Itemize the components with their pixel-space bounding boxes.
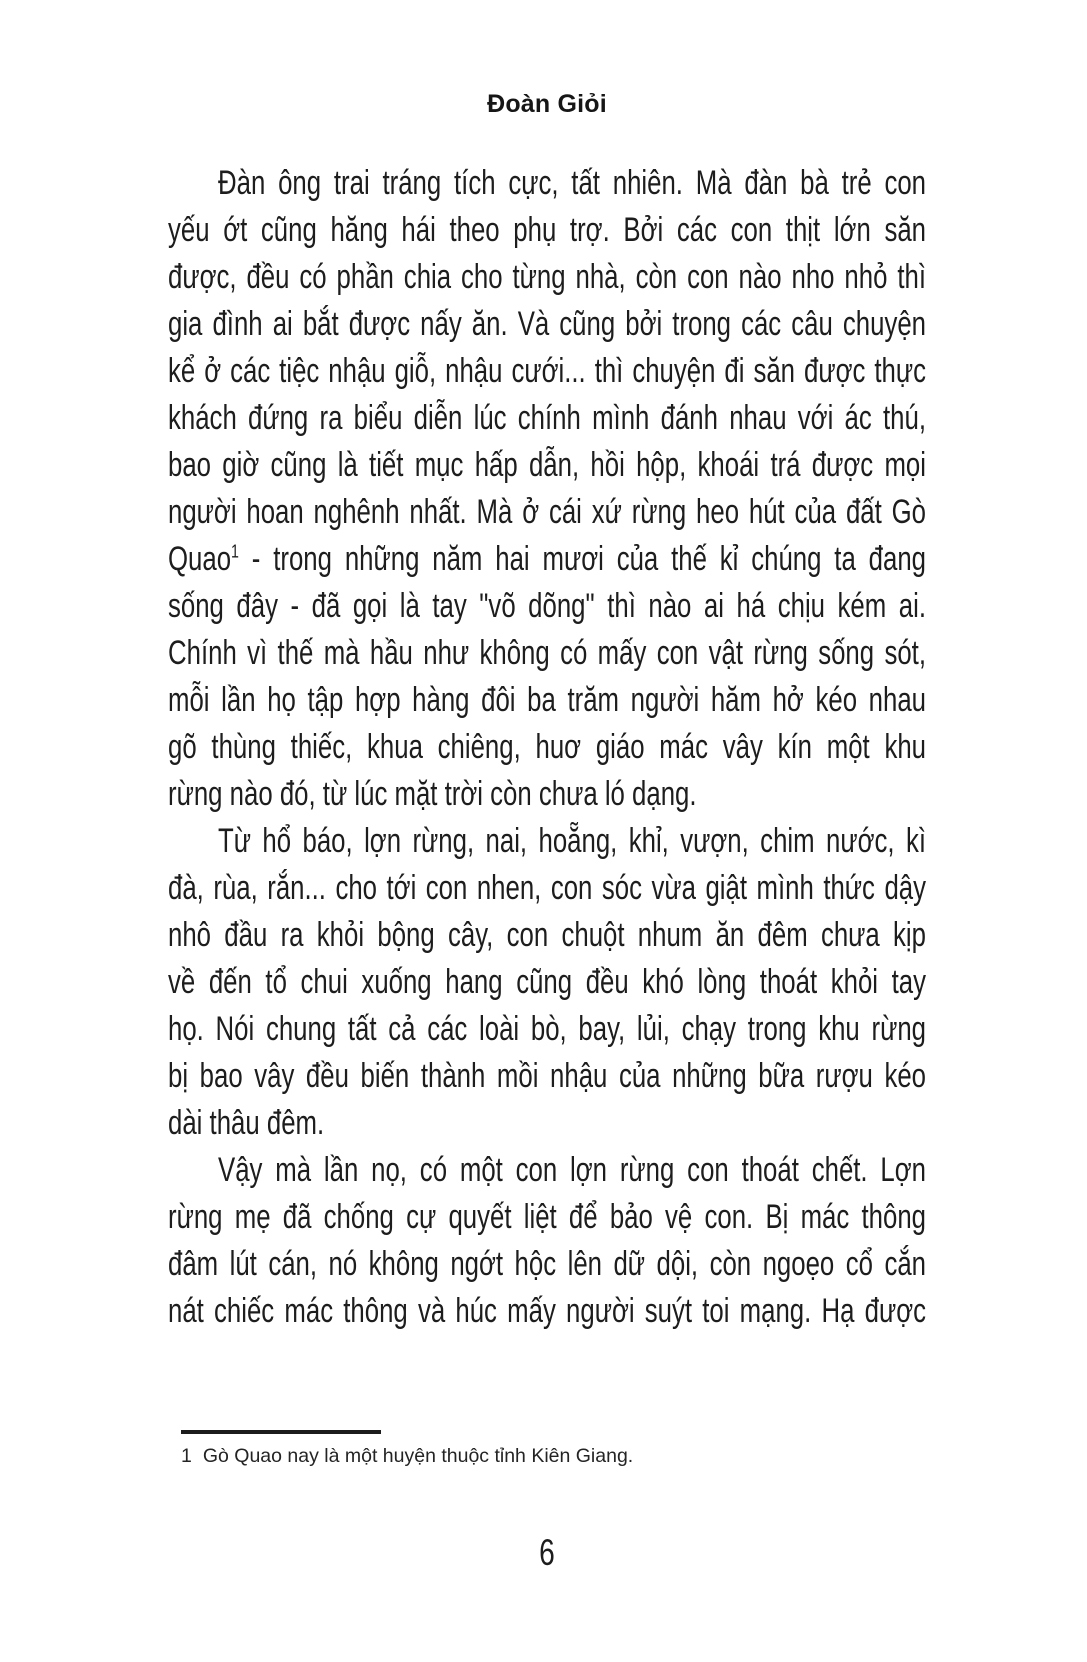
text-line: bị bao vây đều biến thành mồi nhậu của những bữa rượu kéo [168, 1057, 926, 1095]
paragraph [168, 1147, 926, 1335]
text-line: bao giờ cũng là tiết mục hấp dẫn, hồi hộp, khoái trá được mọi [168, 446, 926, 484]
text-line: họ. Nói chung tất cả các loài bò, bay, lủi, chạy trong khu rừng [168, 1010, 926, 1048]
text-line: Vậy mà lần nọ, có một con lợn rừng con thoát chết. Lợn [218, 1151, 926, 1189]
text-line: người hoan nghênh nhất. Mà ở cái xứ rừng heo hút của đất Gò [168, 493, 926, 531]
footnote-divider [181, 1430, 381, 1434]
text-line: về đến tổ chui xuống hang cũng đều khó lòng thoát khỏi tay [168, 963, 926, 1001]
text-line: sống đây - đã gọi là tay "võ dõng" thì nào ai há chịu kém ai. [168, 587, 926, 625]
text-line: dài thâu đêm. [168, 1104, 325, 1142]
text-line: đâm lút cán, nó không ngớt hộc lên dữ dội, còn ngoẹo cổ cắn [168, 1245, 926, 1283]
paragraph [168, 818, 926, 1147]
page-number: 6 [539, 1532, 555, 1573]
text-line: Từ hổ báo, lợn rừng, nai, hoẵng, khỉ, vượn, chim nước, kì [218, 822, 926, 860]
paragraph [168, 160, 926, 818]
author-header: Đoàn Giỏi [487, 90, 607, 118]
text-line: Chính vì thế mà hầu như không có mấy con vật rừng sống sót, [168, 634, 926, 672]
text-line: rừng mẹ đã chống cự quyết liệt để bảo vệ con. Bị mác thông [168, 1198, 926, 1236]
footnote-reference: 1 [231, 540, 239, 562]
text-line: yếu ớt cũng hăng hái theo phụ trợ. Bởi các con thịt lớn săn [168, 211, 926, 249]
text-line: gia đình ai bắt được nấy ăn. Và cũng bởi trong các câu chuyện [168, 305, 926, 343]
page-body [168, 160, 926, 1335]
text-line: đà, rùa, rắn... cho tới con nhen, con sóc vừa giật mình thức dậy [168, 869, 926, 907]
text-line: rừng nào đó, từ lúc mặt trời còn chưa ló dạng. [168, 775, 697, 813]
text-line: gõ thùng thiếc, khua chiêng, huơ giáo mác vây kín một khu [168, 728, 926, 766]
text-line: nát chiếc mác thông và húc mấy người suýt toi mạng. Hạ được [168, 1292, 926, 1330]
text-line: kể ở các tiệc nhậu giỗ, nhậu cưới... thì chuyện đi săn được thực [168, 352, 926, 390]
text-line: được, đều có phần chia cho từng nhà, còn con nào nho nhỏ thì [168, 258, 926, 296]
text-line: khách đứng ra biểu diễn lúc chính mình đánh nhau với ác thú, [168, 399, 926, 437]
text-line: Quao$^1$ - trong những năm hai mươi của thế kỉ chúng ta đang [168, 540, 926, 578]
footnote-text: Gò Quao nay là một huyện thuộc tỉnh Kiên Giang. [202, 1445, 634, 1467]
text-line: Đàn ông trai tráng tích cực, tất nhiên. Mà đàn bà trẻ con [218, 164, 926, 202]
footnote [181, 1442, 633, 1470]
text-line: mỗi lần họ tập hợp hàng đôi ba trăm người hăm hở kéo nhau [168, 681, 926, 719]
text-line: nhô đầu ra khỏi bộng cây, con chuột nhum ăn đêm chưa kịp [168, 916, 926, 954]
footnote-marker: 1 [181, 1445, 192, 1467]
